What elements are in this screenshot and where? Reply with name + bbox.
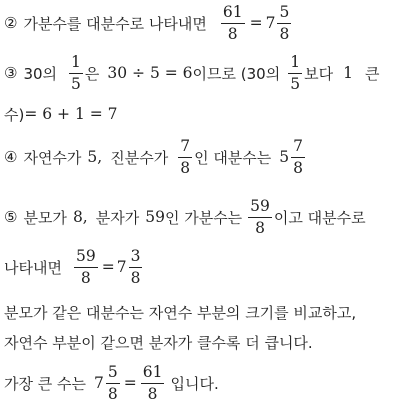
item-3-expression: 30 ÷ 5 = 6 [107, 64, 193, 82]
denominator: 8 [180, 158, 191, 177]
explanation-line-1 [4, 300, 400, 324]
item-2-marker: ② [4, 14, 18, 32]
numerator: 7 [291, 138, 305, 157]
answer-fraction-improper [141, 364, 165, 402]
item-3-cont-text: 수) [4, 105, 25, 124]
denominator: 5 [290, 74, 301, 93]
numerator: 1 [288, 54, 302, 73]
fraction-part [291, 138, 305, 176]
whole-part: 7 [116, 258, 127, 276]
item-5-text-2: 8, [72, 208, 88, 226]
item-3-text-6: 큰 [364, 64, 380, 83]
item-5-continuation-line [4, 246, 400, 288]
item-5-text-1: 분모가 [23, 208, 67, 227]
item-3-text-2: 은 [84, 64, 100, 83]
item-2-mixed-number [266, 4, 294, 42]
item-4-mixed-number [279, 138, 307, 176]
numerator: 1 [69, 54, 83, 73]
whole-part: 7 [94, 374, 104, 392]
whole-part: 5 [279, 148, 290, 166]
answer-text-1: 가장 큰 수는 [4, 374, 86, 393]
item-5-fraction-improper [248, 198, 272, 236]
item-3-continuation-line [4, 102, 400, 126]
fraction-part [129, 248, 143, 286]
numerator: 59 [248, 198, 272, 217]
explanation-text-1: 분모가 같은 대분수는 자연수 부분의 크기를 비교하고, [4, 303, 357, 322]
item-3-marker: ③ [4, 64, 18, 82]
item-5-mixed-number [117, 248, 145, 286]
item-3-fraction-2 [288, 54, 302, 92]
item-2-line [4, 2, 400, 44]
item-4-text-2: 5, [87, 148, 103, 166]
item-2-fraction-improper [221, 4, 245, 42]
answer-mixed-number [94, 364, 122, 402]
item-5-text-4: 59 [145, 208, 165, 226]
item-3-cont-expression: = 6 + 1 = 7 [24, 105, 118, 123]
denominator: 5 [71, 74, 81, 93]
numerator: 5 [106, 364, 120, 383]
equals-sign: = [249, 14, 263, 32]
item-4-line [4, 136, 400, 178]
fraction-part [277, 4, 291, 42]
explanation-line-2 [4, 330, 400, 354]
numerator: 7 [178, 138, 192, 157]
denominator: 8 [107, 384, 118, 403]
item-4-marker: ④ [4, 148, 18, 166]
answer-text-2: 입니다. [170, 374, 219, 393]
item-5-marker: ⑤ [4, 208, 18, 226]
denominator: 8 [293, 158, 304, 177]
item-5-fraction-improper-2 [74, 248, 98, 286]
denominator: 8 [147, 384, 158, 403]
item-3-line [4, 52, 400, 94]
fraction-part [106, 364, 120, 402]
denominator: 8 [227, 24, 238, 43]
answer-line [4, 362, 400, 404]
item-5-text-5: 인 가분수는 [164, 208, 243, 227]
numerator: 3 [129, 248, 143, 267]
item-4-text-3: 진분수가 [110, 148, 169, 167]
explanation-text-2: 자연수 부분이 같으면 분자가 클수록 더 큽니다. [4, 333, 313, 352]
numerator: 61 [141, 364, 165, 383]
denominator: 8 [255, 218, 265, 237]
item-5-text-3: 분자가 [95, 208, 140, 227]
denominator: 8 [279, 24, 290, 43]
item-5-cont-text: 나타내면 [4, 258, 62, 277]
item-5-text-6: 이고 대분수로 [273, 208, 366, 227]
item-3-text-5: 1 [343, 64, 353, 82]
item-3-text-4: 보다 [304, 64, 334, 83]
item-2-text: 가분수를 대분수로 나타내면 [23, 14, 207, 33]
item-4-text-4: 인 대분수는 [194, 148, 272, 167]
item-5-line [4, 196, 400, 238]
denominator: 8 [80, 268, 91, 287]
item-3-text-3: 이므로 (30의 [192, 64, 281, 83]
numerator: 61 [221, 4, 245, 23]
equals-sign: = [101, 258, 115, 276]
equals-sign: = [123, 374, 137, 392]
item-3-fraction-1 [69, 54, 83, 92]
item-4-fraction-proper [178, 138, 192, 176]
numerator: 5 [277, 4, 291, 23]
denominator: 8 [130, 268, 141, 287]
item-4-text-1: 자연수가 [23, 148, 82, 167]
item-3-text-1: 30의 [23, 64, 58, 83]
numerator: 59 [74, 248, 98, 267]
whole-part: 7 [265, 14, 276, 32]
